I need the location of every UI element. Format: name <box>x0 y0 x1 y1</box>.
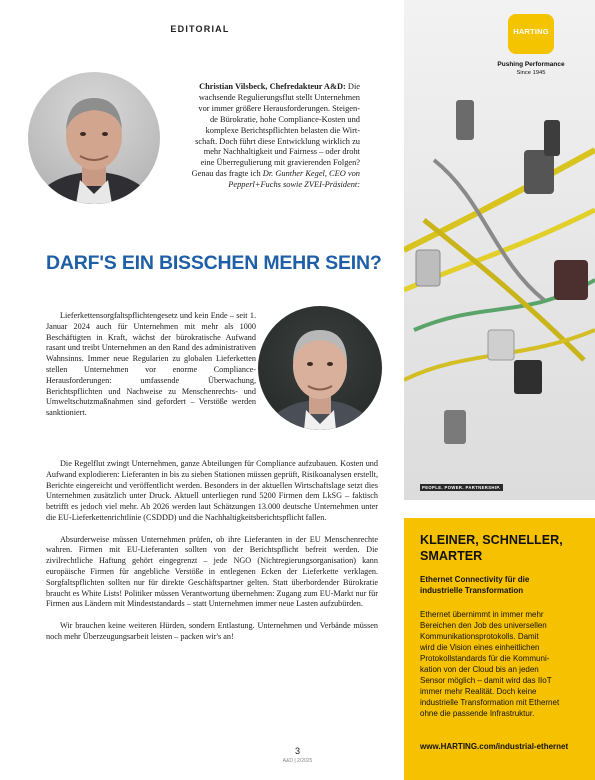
intro-line: wachsende Regulierungsflut stellt Unternehmen <box>198 92 360 102</box>
ad-body-line: ohne die passende Infrastruktur. <box>420 708 535 718</box>
ad-subtitle-line: industrielle Transformation <box>420 586 524 596</box>
ad-body <box>420 610 579 719</box>
ad-title-line: SMARTER <box>420 549 483 563</box>
page-issue: A&D | 2/2025 <box>282 758 313 764</box>
ad-subtitle <box>420 574 579 596</box>
ad-body-line: Sensor möglich – damit wird das IIoT <box>420 675 552 685</box>
ad-body-line: immer mehr Realität. Doch keine <box>420 686 537 696</box>
body-paragraph: Die Regelflut zwingt Unternehmen, ganze Abteilungen für Compliance aufzubauen. Kosten und Aufwand explodieren: Lieferanten in bis zu sieben Stationen müssen geprüft, Risikoanalysen erstellt, Berichte eingereicht und veröffentlicht werden. Besonders in der aktuellen Wirtschaftslage setzt dies Unternehmen zusätzlich unter Druck. Aktuell unterliegen rund 5200 Firmen dem LkSG – faktisch betrifft es jedoch viel mehr. Ab 2026 werden laut Schätzungen 13.000 deutsche Unternehmen unter die EU-Lieferkettenrichtlinie (CSDDD) und die Nachhaltigkeitsberichtspflicht fallen. <box>46 459 378 522</box>
ad-info-panel <box>404 518 595 780</box>
advertisement[interactable] <box>404 0 595 780</box>
intro-paragraph <box>140 82 360 191</box>
intro-line: schaft. Doch führt diese Entwicklung wirklich zu <box>195 136 360 146</box>
article-body <box>46 459 378 653</box>
intro-line: komplexe Berichtspflichten belasten die Wirt- <box>205 125 360 135</box>
page-number: 3 <box>294 746 300 756</box>
photo-caption: PEOPLE. POWER. PARTNERSHIP. <box>422 485 501 490</box>
ad-since: Since 1945 <box>516 70 546 76</box>
ad-subtitle-line: Ethernet Connectivity für die <box>420 575 530 584</box>
body-paragraph: Wir brauchen keine weiteren Hürden, sondern Entlastung. Unternehmen und Verbände müssen noch mehr Überzeugungsarbeit leisten – packen wir's an! <box>46 620 378 641</box>
ad-body-line: industrielle Transformation mit Ethernet <box>420 697 560 707</box>
intro-line: Die <box>347 82 360 91</box>
ad-body-line: Bereichen den Job des universellen <box>420 621 547 631</box>
ad-body-line: Protokollstandards für die Kommuni- <box>420 654 550 664</box>
headline: DARF'S EIN BISSCHEN MEHR SEIN? <box>46 252 382 274</box>
intro-line: de Bürokratie, hohe Compliance-Kosten und <box>209 114 360 124</box>
ad-url-link[interactable]: www.HARTING.com/industrial-ethernet <box>420 742 569 751</box>
intro-interviewee-2: Pepperl+Fuchs sowie ZVEI-Präsident: <box>228 180 360 190</box>
intro-author: Christian Vilsbeck, Chefredakteur A&D: <box>199 82 346 91</box>
intro-line: vor immer größere Herausforderungen. Steigen- <box>198 103 360 113</box>
intro-line: Genau das fragte ich <box>191 169 261 179</box>
ad-tagline: Pushing Performance <box>497 61 565 68</box>
ad-body-line: wird die Vision eines einheitlichen <box>420 643 540 653</box>
lead-paragraph: Lieferkettensorgfaltspflichtengesetz und kein Ende – seit 1. Januar 2024 auch für Unternehmen mit mehr als 1000 Beschäftigten in Kraft, wächst der bürokratische Aufwand rasant und treibt Unternehmen an den Rand des administrativen Wahnsinns. Immer neue Regularien zu globalen Lieferketten stellen Unternehmen vor enorme Compliance-Herausforderungen: umfassende Überwachung, Berichtspflichten und Nachweise zu Menschenrechts- und Umweltschutzmaßnahmen sind gefordert – Verstöße werden sanktioniert. <box>46 311 256 418</box>
ad-body-line: Kommunikationsprotokolls. Damit <box>420 632 539 642</box>
body-paragraph: Absurderweise müssen Unternehmen prüfen, ob ihre Lieferanten in der EU Menschenrechte wahren. Firmen mit EU-Lieferanten sollten von der Berichtspflicht befreit werden. Die zivilrechtliche Haftung gehört eingegrenzt – jede NGO (Nichtregierungsorganisation) kann europäische Firmen für angebliche Verstöße in entlegenen Ecken der Lieferkette verklagen. Sorgfaltspflichten sollten nur für direkte Geschäftspartner gelten. Statt überbordender Bürokratie braucht es White Lists! Politiker müssen Verantwortung übernehmen: Zugang zum EU-Markt nur für Firmen aus Ländern mit Mindeststandards – statt Unternehmen immer neue Lasten aufzubürden. <box>46 534 378 609</box>
ad-body-line: Ethernet übernimmt in immer mehr <box>420 610 544 620</box>
ad-title <box>420 532 579 564</box>
interviewee-portrait <box>258 306 382 430</box>
ad-body-line: kation von der Cloud bis an jeden <box>420 664 539 674</box>
intro-line: eine Überregulierung mit gravierenden Folgen? <box>200 158 360 168</box>
intro-line: mehr Nachhaltigkeit und Fairness – oder droht <box>203 147 360 157</box>
lead-column <box>46 311 256 419</box>
intro-interviewee: Dr. Gunther Kegel, CEO von <box>262 169 360 179</box>
ad-title-line: KLEINER, SCHNELLER, <box>420 533 563 547</box>
harting-logo-text: HARTING <box>513 27 549 36</box>
section-label: EDITORIAL <box>170 24 230 34</box>
